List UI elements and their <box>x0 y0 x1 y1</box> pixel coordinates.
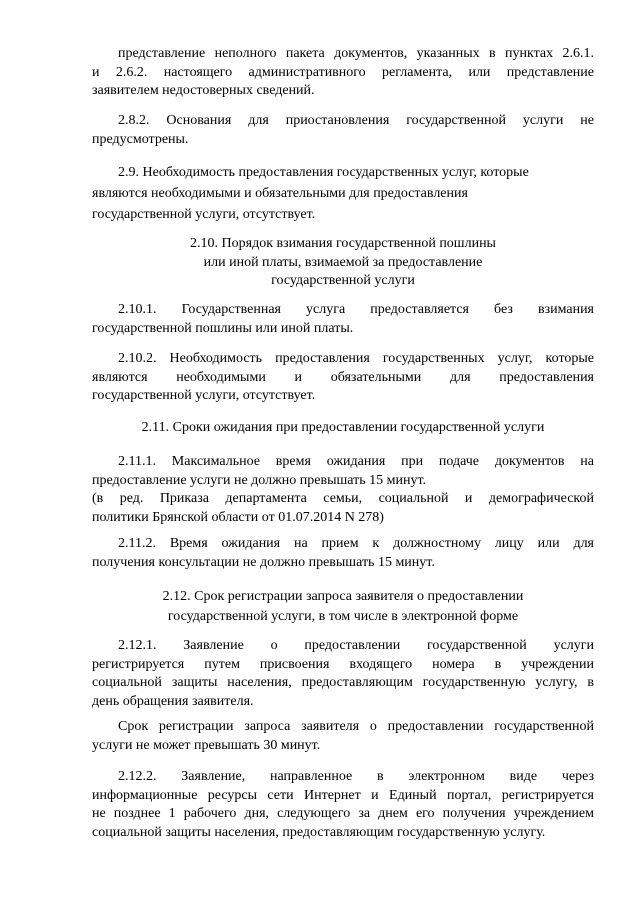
paragraph-incomplete-documents <box>92 45 594 101</box>
paragraph-2-11-2 <box>92 535 594 572</box>
paragraph-2-12-2 <box>92 768 594 842</box>
text-line: социальной защиты населения, предоставляющим государственную услугу. <box>92 824 546 840</box>
text-line: 2.11.1. Максимальное время ожидания при подаче документов на <box>118 454 594 469</box>
text-line: государственной услуги, отсутствует. <box>92 207 316 222</box>
text-line: государственной пошлины или иной платы. <box>92 320 354 336</box>
text-line: (в ред. Приказа департамента семьи, социальной и демографической <box>92 491 594 506</box>
text-line: Срок регистрации запроса заявителя о предоставлении государственной <box>118 719 594 734</box>
text-line: день обращения заявителя. <box>92 693 254 709</box>
heading-line: государственной услуги <box>271 273 415 288</box>
text-line: 2.8.2. Основания для приостановления государственной услуги не <box>118 113 594 128</box>
paragraph-2-10-2 <box>92 350 594 406</box>
text-line: и 2.6.2. настоящего административного регламента, или представление <box>92 64 594 80</box>
paragraph-registration-term <box>92 718 594 755</box>
text-line: 2.9. Необходимость предоставления государственных услуг, которые <box>118 165 529 180</box>
heading-line: 2.10. Порядок взимания государственной пошлины <box>190 236 496 251</box>
text-line: 2.10.1. Государственная услуга предоставляется без взимания <box>118 302 594 317</box>
text-line: являются необходимыми и обязательными для предоставления <box>92 369 594 385</box>
paragraph-2-9 <box>92 162 594 225</box>
heading-line: государственной услуги, в том числе в электронной форме <box>167 609 519 624</box>
paragraph-2-8-2 <box>92 112 594 149</box>
paragraph-2-12-1 <box>92 637 594 711</box>
text-line: 2.10.2. Необходимость предоставления государственных услуг, которые <box>118 351 594 366</box>
text-line: не позднее 1 рабочего дня, следующего за днем его получения учреждением <box>92 806 594 821</box>
text-line: представление неполного пакета документов, указанных в пунктах 2.6.1. <box>118 46 594 61</box>
text-line: социальной защиты населения, предоставляющим государственную услугу, в <box>92 675 594 690</box>
paragraph-2-10-1 <box>92 301 594 338</box>
text-line: политики Брянской области от 01.07.2014 N 278) <box>92 509 384 525</box>
text-line: предоставление услуги не должно превышать 15 минут. <box>92 472 427 488</box>
text-line: услуги не может превышать 30 минут. <box>92 737 321 753</box>
heading-line: 2.11. Сроки ожидания при предоставлении государственной услуги <box>141 420 545 435</box>
paragraph-2-11-1 <box>92 453 594 527</box>
text-line: получения консультации не должно превышать 15 минут. <box>92 554 435 570</box>
text-line: 2.12.2. Заявление, направленное в электронном виде через <box>118 769 594 784</box>
text-line: государственной услуги, отсутствует. <box>92 388 316 403</box>
section-heading-2-11 <box>92 419 594 438</box>
text-line: регистрируется путем присвоения входящего номера в учреждении <box>92 656 594 672</box>
text-line: информационные ресурсы сети Интернет и Единый портал, регистрируется <box>92 787 594 803</box>
section-heading-2-12 <box>92 587 594 627</box>
text-line: 2.12.1. Заявление о предоставлении государственной услуги <box>118 638 594 653</box>
section-heading-2-10 <box>92 235 594 291</box>
heading-line: или иной платы, взимаемой за предоставление <box>203 254 483 270</box>
text-line: предусмотрены. <box>92 131 189 147</box>
text-line: 2.11.2. Время ожидания на прием к должностному лицу или для <box>118 536 594 551</box>
text-line: являются необходимыми и обязательными для предоставления <box>92 186 468 201</box>
text-line: заявителем недостоверных сведений. <box>92 83 315 98</box>
heading-line: 2.12. Срок регистрации запроса заявителя о предоставлении <box>162 589 524 604</box>
